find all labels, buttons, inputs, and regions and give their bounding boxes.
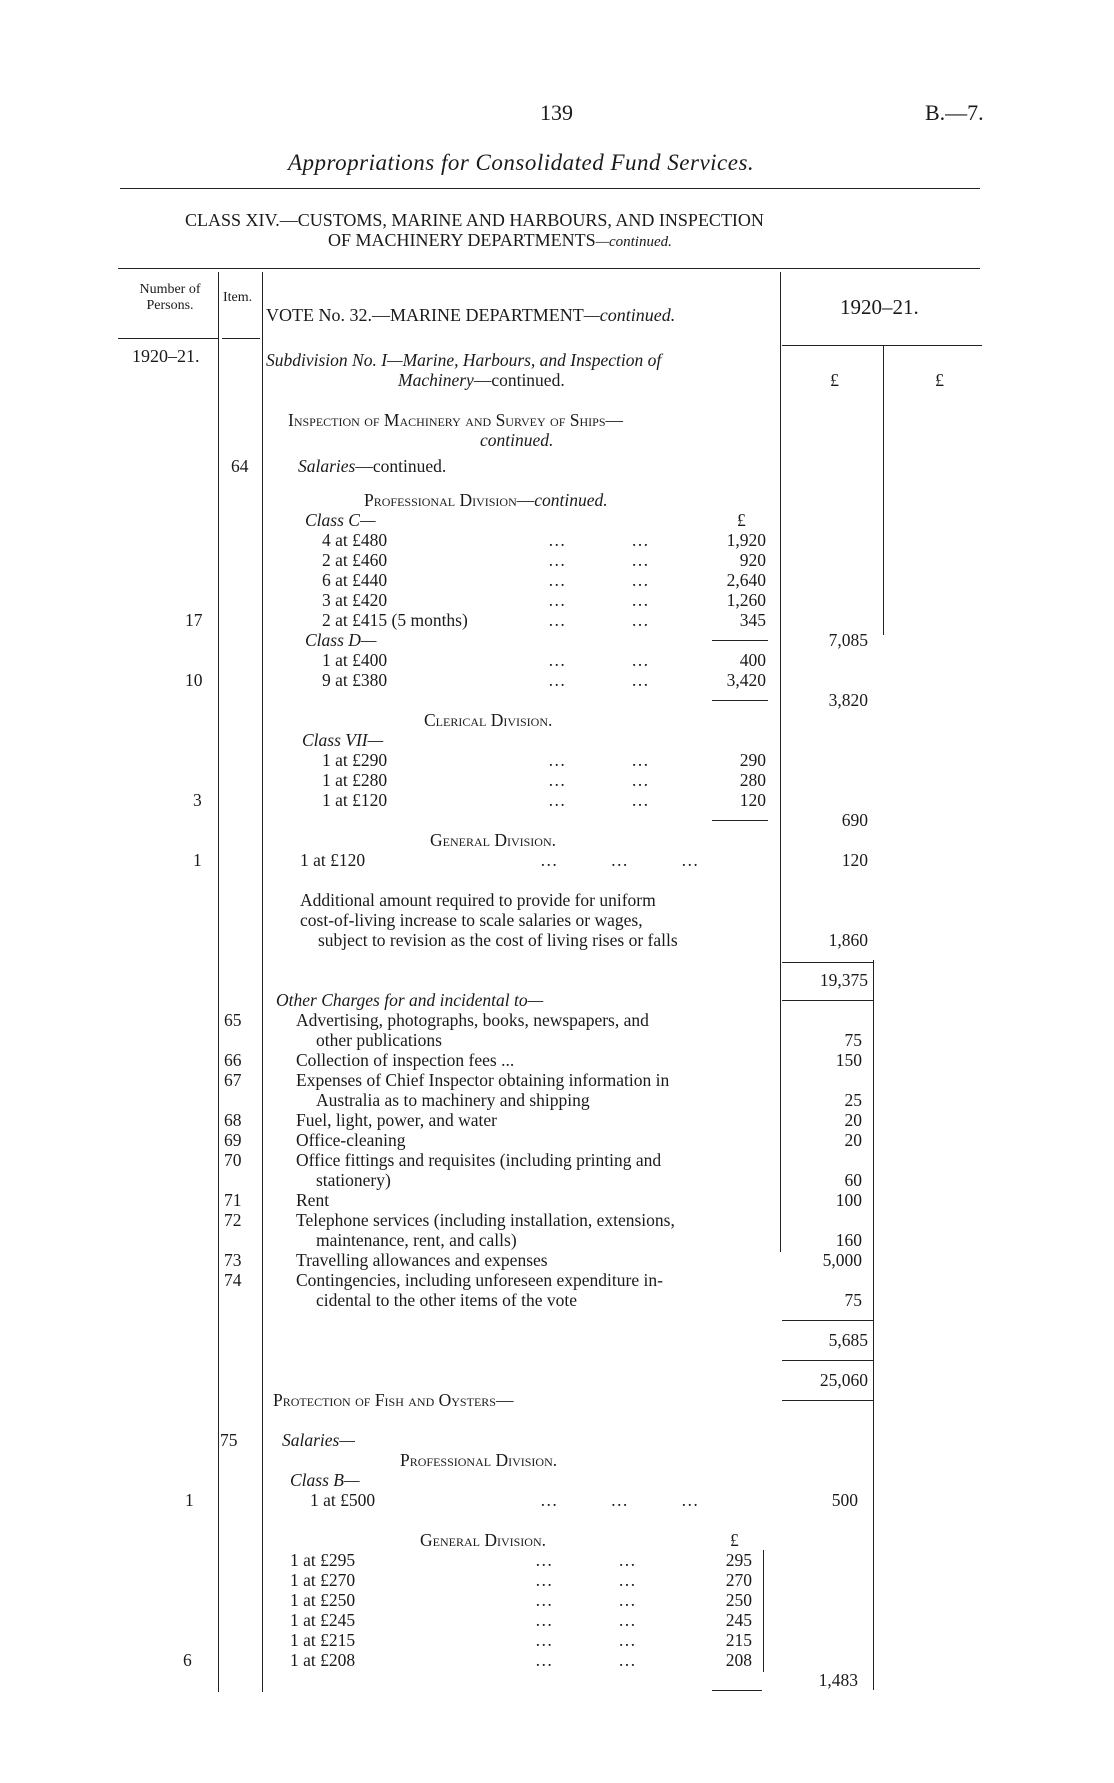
other-charge-description: Advertising, photographs, books, newspapers, and [296,1010,649,1030]
class-vii-row-leader: … … [548,790,651,810]
other-charge-amount: 20 [844,1130,862,1150]
col-divider-amount [780,272,781,1252]
persons-year-label: 1920–21. [132,346,200,366]
class-vii-total: 690 [841,810,868,830]
fish-class-b-leader: … … … [540,1490,701,1510]
subdivision-cont: —continued. [473,370,565,390]
salaries-total-rule [782,962,874,963]
other-charge-item-number: 72 [224,1210,242,1230]
fish-gen-row-leader: … … [535,1550,638,1570]
clerical-division-heading: Clerical Division. [424,710,553,730]
other-charge-item-number: 71 [224,1190,242,1210]
class-c-total: 7,085 [828,630,868,650]
other-charge-description: Office-cleaning [296,1130,406,1150]
other-charge-description: Rent [296,1190,330,1210]
fish-gen-row-label: 1 at £295 [290,1550,356,1570]
salaries-total-rule-below [782,1000,874,1001]
fish-gen-row-amount: 215 [725,1630,752,1650]
other-charge-item-number: 70 [224,1150,242,1170]
class-c-row-amount: 1,920 [726,530,766,550]
fish-gen-persons: 6 [183,1650,192,1670]
fish-gen-row-label: 1 at £208 [290,1650,356,1670]
class-heading-cont: —continued. [595,234,672,250]
other-charge-amount: 25 [844,1090,862,1110]
class-d-row-leader: … … [548,650,651,670]
general-persons: 1 [193,850,202,870]
fish-gen-row-amount: 295 [725,1550,752,1570]
class-c-row-amount: 1,260 [726,590,766,610]
other-charge-amount: 75 [844,1030,862,1050]
item-header-rule [222,338,260,339]
other-charge-amount: 160 [835,1230,862,1250]
fish-gen-row-amount: 270 [725,1570,752,1590]
class-vii-rule [712,820,768,821]
other-charge-item-number: 68 [224,1110,242,1130]
vote-title-cont: —continued. [583,305,676,325]
item-64: 64 [231,456,249,476]
fish-class-b-row: 1 at £500 [310,1490,376,1510]
pound-sign-col2: £ [935,370,944,390]
fish-general-division: General Division. [420,1530,547,1550]
general-division-heading: General Division. [430,830,557,850]
class-heading-line1: CLASS XIV.—CUSTOMS, MARINE AND HARBOURS, AND INSPECTION [185,210,764,230]
fish-class-b-total: 500 [831,1490,858,1510]
class-vii-row-amount: 280 [739,770,766,790]
fish-class-b-persons: 1 [185,1490,194,1510]
title-rule [120,188,980,189]
other-charge-amount: 5,000 [822,1250,862,1270]
additional-line1: Additional amount required to provide for uniform [300,890,656,910]
class-heading-line2 [328,230,672,251]
fish-gen-row-amount: 250 [725,1590,752,1610]
fish-gen-row-leader: … … [535,1650,638,1670]
inspection-heading: Inspection of Machinery and Survey of Ships— [288,410,624,430]
col-divider-persons [218,272,219,1692]
grand-total-rule-below [782,1400,874,1401]
salaries-total: 19,375 [819,970,868,990]
document-code: B.—7. [925,100,984,125]
fish-salaries-label: Salaries— [282,1430,355,1450]
other-charge-description: Office fittings and requisites (including printing and [296,1150,662,1170]
class-vii-label: Class VII— [302,730,384,750]
additional-amount: 1,860 [828,930,868,950]
fish-gen-amount-divider [763,1550,764,1672]
class-c-row-label: 2 at £460 [322,550,388,570]
class-d-row-amount: 400 [739,650,766,670]
other-charge-amount: 150 [835,1050,862,1070]
subdivision-line1: Subdivision No. I—Marine, Harbours, and Inspection of [266,350,662,370]
page-title: Appropriations for Consolidated Fund Services. [288,150,755,175]
other-charge-description: Contingencies, including unforeseen expenditure in- [296,1270,663,1290]
class-c-row-leader: … … [548,550,651,570]
salaries-word: Salaries [298,456,356,476]
general-total: 120 [841,850,868,870]
class-vii-row-label: 1 at £120 [322,790,388,810]
other-charge-description-cont: maintenance, rent, and calls) [316,1230,517,1250]
other-charge-description: Travelling allowances and expenses [296,1250,548,1270]
fish-gen-pound: £ [730,1530,739,1550]
class-d-total: 3,820 [828,690,868,710]
class-c-row-amount: 920 [739,550,766,570]
vote-column-header [266,305,675,326]
class-c-row-leader: … … [548,610,651,630]
other-charge-item-number: 73 [224,1250,242,1270]
prof-div-cont: continued. [534,490,608,510]
other-charge-description: Telephone services (including installation, extensions, [296,1210,675,1230]
inspection-heading-cont: continued. [480,430,554,450]
other-charges-heading: Other Charges for and incidental to— [276,990,544,1010]
class-c-label: Class C— [305,510,376,530]
page-number: 139 [540,100,573,125]
year-header-rule [782,345,982,346]
other-charge-item-number: 66 [224,1050,242,1070]
class-d-row-label: 9 at £380 [322,670,388,690]
other-charge-item-number: 67 [224,1070,242,1090]
vote-title: VOTE No. 32.—MARINE DEPARTMENT [266,305,584,325]
other-charge-amount: 20 [844,1110,862,1130]
pound-sign-col1: £ [830,370,839,390]
class-vii-row-label: 1 at £280 [322,770,388,790]
class-d-rule [712,700,768,701]
fish-gen-total: 1,483 [818,1670,858,1690]
class-d-row-label: 1 at £400 [322,650,388,670]
col-divider-item [262,272,263,1692]
general-row-leader: … … … [540,850,701,870]
class-c-row-leader: … … [548,530,651,550]
class-vii-row-leader: … … [548,770,651,790]
class-vii-row-label: 1 at £290 [322,750,388,770]
other-charge-description: Expenses of Chief Inspector obtaining information in [296,1070,670,1090]
fish-gen-rule [712,1690,762,1691]
class-d-row-amount: 3,420 [726,670,766,690]
fish-gen-row-leader: … … [535,1610,638,1630]
class-c-row-amount: 345 [739,610,766,630]
class-heading-line2-text: OF MACHINERY DEPARTMENTS [328,230,596,250]
other-charge-description: Collection of inspection fees ... [296,1050,515,1070]
class-c-row-label: 6 at £440 [322,570,388,590]
subdivision-line2 [398,370,565,390]
other-charge-item-number: 74 [224,1270,242,1290]
fish-gen-row-label: 1 at £245 [290,1610,356,1630]
prof-div-word: Professional Division— [364,490,535,510]
class-d-persons: 10 [185,670,203,690]
class-c-row-leader: … … [548,590,651,610]
other-charge-amount: 60 [844,1170,862,1190]
class-vii-row-amount: 120 [739,790,766,810]
class-c-row-label: 4 at £480 [322,530,388,550]
fish-class-b-label: Class B— [290,1470,360,1490]
class-c-persons: 17 [185,610,203,630]
additional-line2: cost-of-living increase to scale salaries or wages, [300,910,643,930]
fish-heading: Protection of Fish and Oysters— [273,1390,514,1410]
year-column-header: 1920–21. [840,295,919,319]
fish-gen-row-amount: 208 [725,1650,752,1670]
fish-gen-row-leader: … … [535,1590,638,1610]
other-charges-total: 5,685 [828,1330,868,1350]
class-c-row-label: 3 at £420 [322,590,388,610]
other-charge-amount: 75 [844,1290,862,1310]
other-charge-description-cont: stationery) [316,1170,391,1190]
grand-total-rule [782,1360,874,1361]
class-vii-row-amount: 290 [739,750,766,770]
professional-division-heading [364,490,608,510]
salaries-label [298,456,446,476]
general-row-label: 1 at £120 [300,850,366,870]
additional-line3: subject to revision as the cost of living rises or falls [318,930,678,950]
class-c-row-leader: … … [548,570,651,590]
other-charge-amount: 100 [835,1190,862,1210]
other-charge-item-number: 69 [224,1130,242,1150]
class-d-label: Class D— [305,630,377,650]
other-charge-description-cont: Australia as to machinery and shipping [316,1090,590,1110]
class-d-row-leader: … … [548,670,651,690]
item-column-header: Item. [223,290,253,305]
other-total-rule [782,1320,874,1321]
fish-professional-division: Professional Division. [400,1450,558,1470]
class-c-row-amount: 2,640 [726,570,766,590]
other-charge-item-number: 65 [224,1010,242,1030]
col-divider-year-low [873,960,874,1690]
fish-gen-row-leader: … … [535,1570,638,1590]
other-charge-description-cont: other publications [316,1030,442,1050]
col-divider-year [883,345,884,635]
class-vii-row-leader: … … [548,750,651,770]
persons-header-rule [118,338,218,339]
pound-sign-sub: £ [737,510,746,530]
salaries-cont: —continued. [355,456,447,476]
fish-gen-row-label: 1 at £215 [290,1630,356,1650]
subdivision-machinery: Machinery [398,370,474,390]
class-c-rule [712,640,768,641]
class-vii-persons: 3 [193,790,202,810]
fish-gen-row-label: 1 at £270 [290,1570,356,1590]
other-charge-description-cont: cidental to the other items of the vote [316,1290,577,1310]
fish-gen-row-amount: 245 [725,1610,752,1630]
persons-column-header: Number of Persons. [139,282,201,313]
other-charge-description: Fuel, light, power, and water [296,1110,497,1130]
fish-gen-row-label: 1 at £250 [290,1590,356,1610]
table-top-rule [118,268,980,269]
grand-total: 25,060 [819,1370,868,1390]
fish-gen-row-leader: … … [535,1630,638,1650]
class-c-row-label: 2 at £415 (5 months) [322,610,468,630]
item-75: 75 [220,1430,238,1450]
